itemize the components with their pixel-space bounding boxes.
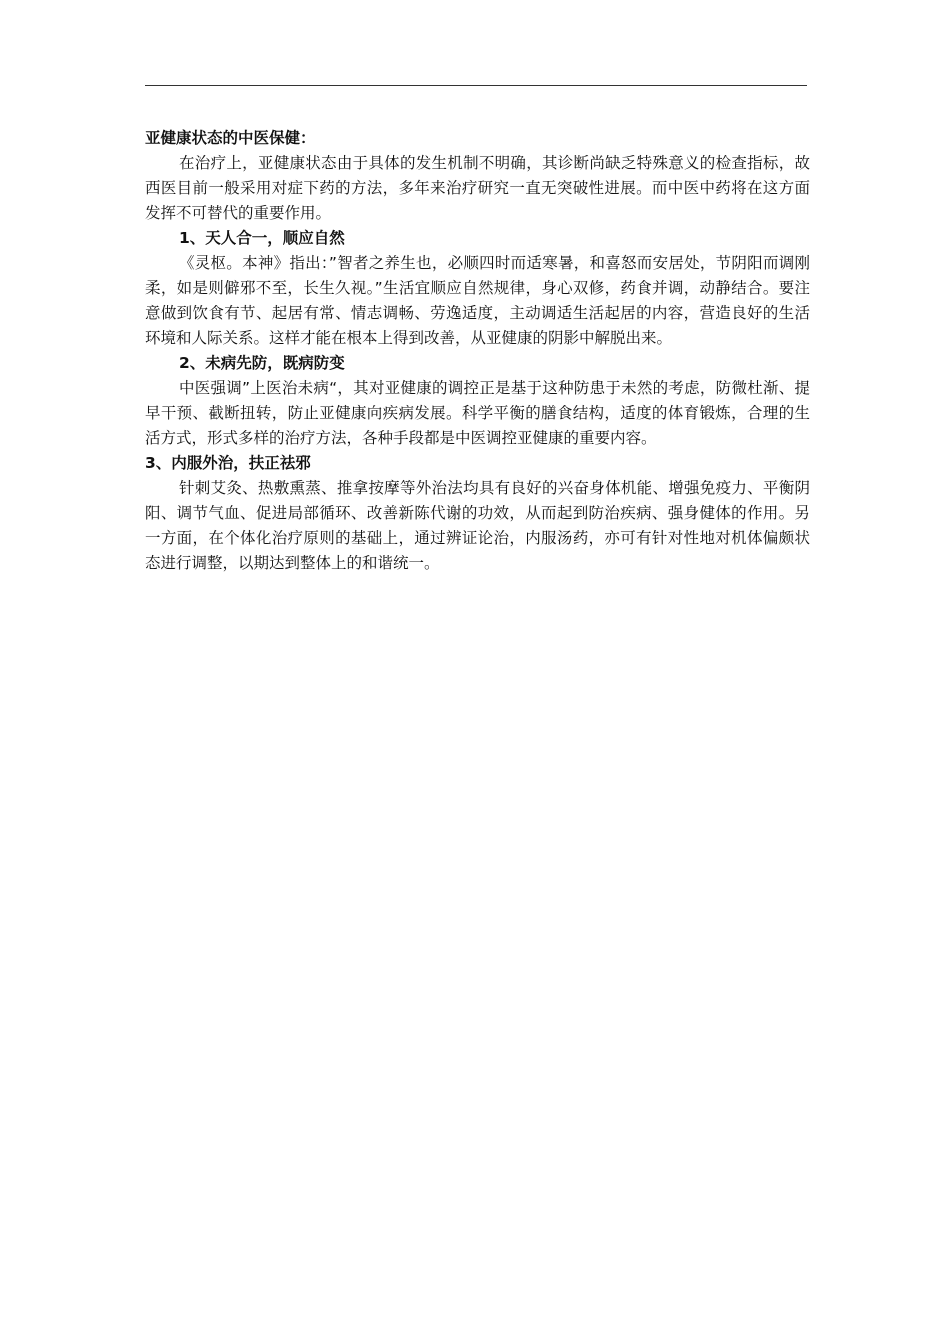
section-1-heading: 1、天人合一，顺应自然 — [179, 229, 345, 247]
document-title: 亚健康状态的中医保健： — [145, 129, 316, 147]
document-content — [145, 126, 810, 576]
intro-paragraph: 在治疗上，亚健康状态由于具体的发生机制不明确，其诊断尚缺乏特殊意义的检查指标，故西医目前一般采用对症下药的方法，多年来治疗研究一直无突破性进展。而中医中药将在这方面发挥不可替代的重要作用。 — [145, 154, 810, 222]
section-3-body: 针刺艾灸、热敷熏蒸、推拿按摩等外治法均具有良好的兴奋身体机能、增强免疫力、平衡阴阳、调节气血、促进局部循环、改善新陈代谢的功效，从而起到防治疾病、强身健体的作用。另一方面，在个体化治疗原则的基础上，通过辨证论治，内服汤药，亦可有针对性地对机体偏颇状态进行调整，以期达到整体上的和谐统一。 — [145, 479, 810, 572]
section-1-body: 《灵枢。本神》指出：”智者之养生也，必顺四时而适寒暑，和喜怒而安居处，节阴阳而调刚柔，如是则僻邪不至，长生久视。”生活宜顺应自然规律，身心双修，药食并调，动静结合。要注意做到饮食有节、起居有常、情志调畅、劳逸适度，主动调适生活起居的内容，营造良好的生活环境和人际关系。这样才能在根本上得到改善，从亚健康的阴影中解脱出来。 — [145, 254, 810, 347]
header-rule — [145, 85, 807, 86]
section-3-heading: 3、内服外治，扶正祛邪 — [145, 454, 311, 472]
section-2-heading: 2、未病先防，既病防变 — [179, 354, 345, 372]
section-2-body: 中医强调”上医治未病“，其对亚健康的调控正是基于这种防患于未然的考虑，防微杜渐、提早干预、截断扭转，防止亚健康向疾病发展。科学平衡的膳食结构，适度的体育锻炼，合理的生活方式，形式多样的治疗方法，各种手段都是中医调控亚健康的重要内容。 — [145, 379, 810, 447]
